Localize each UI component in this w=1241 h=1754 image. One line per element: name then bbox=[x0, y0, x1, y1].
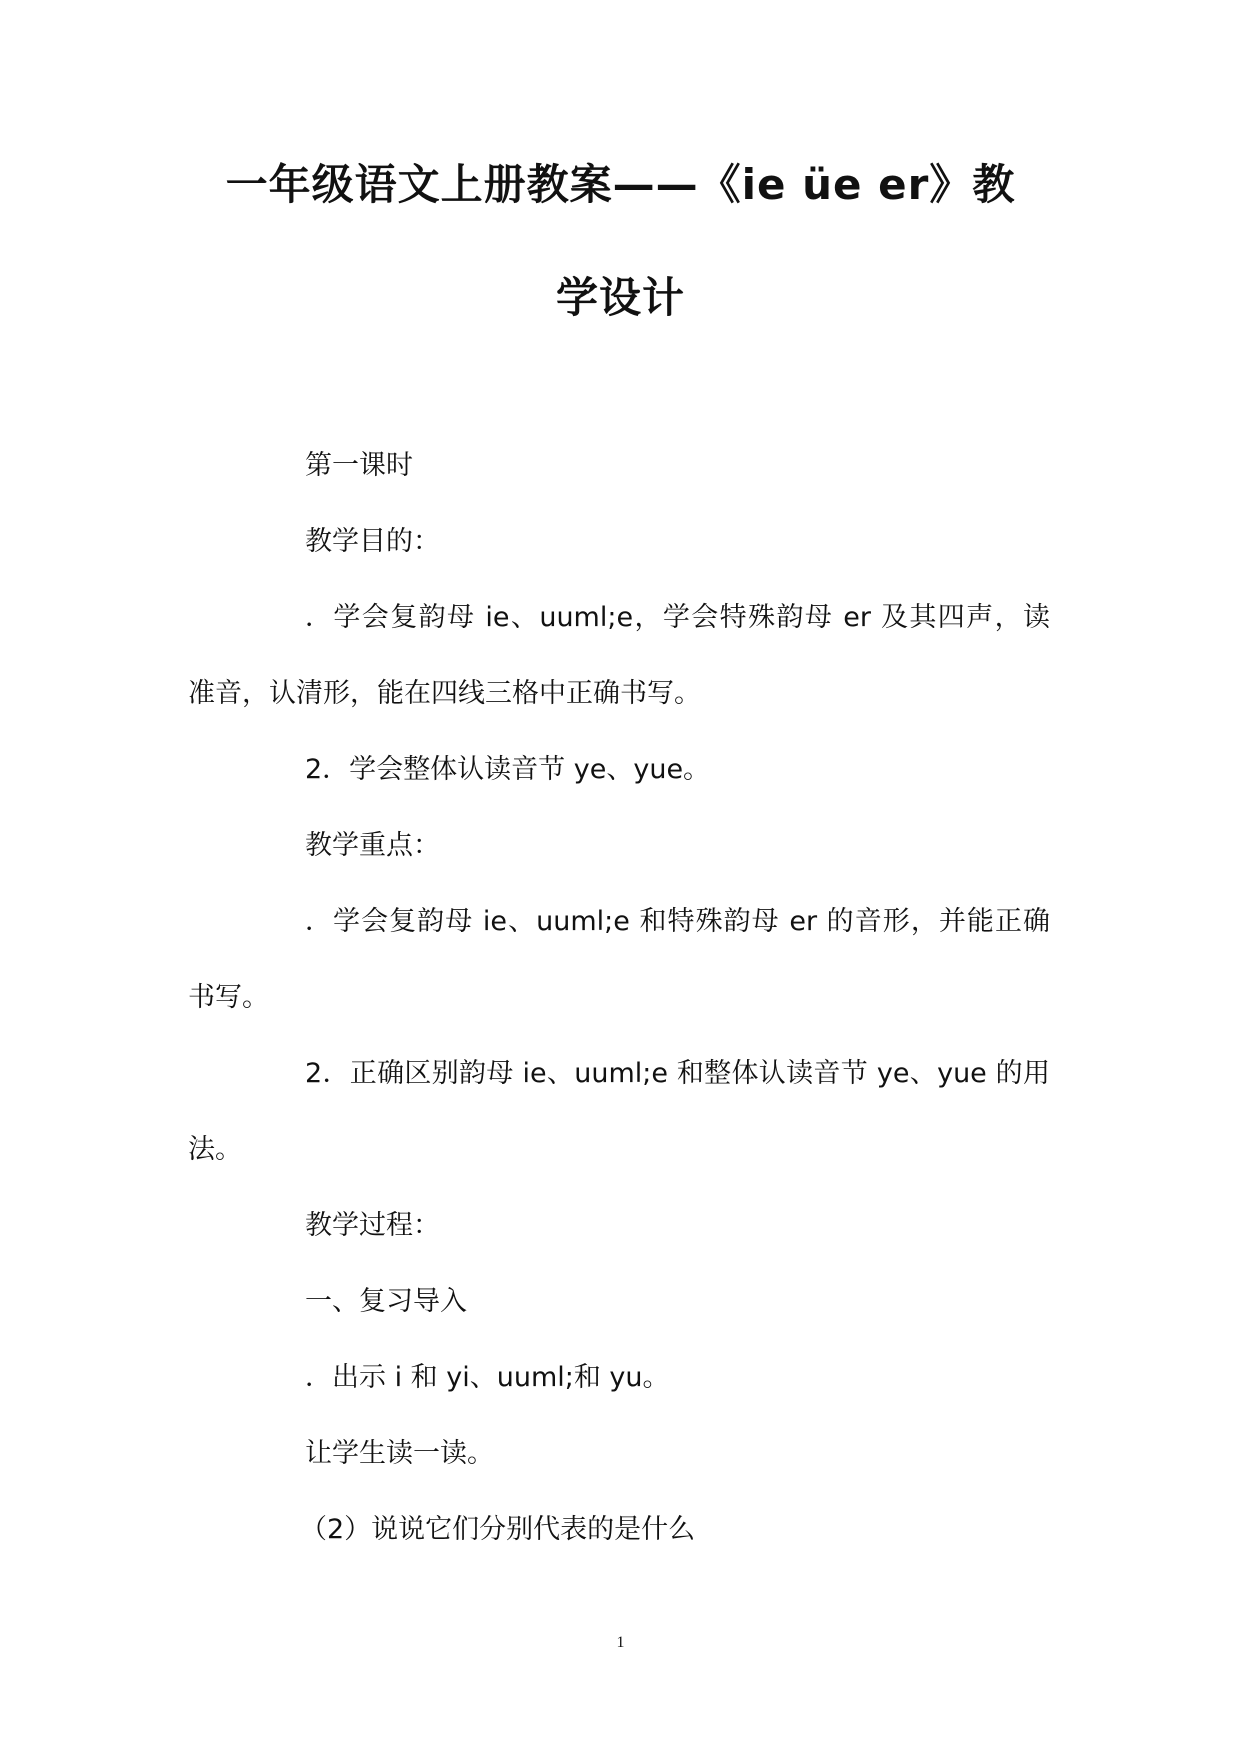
document-title-line-2: 学设计 bbox=[555, 273, 685, 322]
lesson-period-label: 第一课时 bbox=[305, 450, 413, 481]
objective-2: 2．学会整体认读音节 ye、yue。 bbox=[305, 754, 711, 785]
key-point-2-line-2: 法。 bbox=[188, 1134, 242, 1165]
objective-1-line-1-text: ．学会复韵母 ie、uuml;e，学会特殊韵母 er 及其四声，读 bbox=[305, 602, 1050, 633]
process-item-2: （2）说说它们分别代表的是什么 bbox=[300, 1514, 696, 1545]
process-step-review: 一、复习导入 bbox=[305, 1286, 467, 1317]
page-number: 1 bbox=[616, 1634, 625, 1651]
key-point-2-line-1 bbox=[305, 1056, 1050, 1092]
key-point-2-line-1-text: 2．正确区别韵母 ie、uuml;e 和整体认读音节 ye、yue 的用 bbox=[305, 1058, 1050, 1089]
section-heading-key-points: 教学重点： bbox=[305, 830, 440, 861]
key-point-1-line-2: 书写。 bbox=[188, 982, 269, 1013]
section-heading-process: 教学过程： bbox=[305, 1210, 440, 1241]
key-point-1-line-1 bbox=[305, 904, 1050, 940]
objective-1-line-2: 准音，认清形，能在四线三格中正确书写。 bbox=[188, 678, 701, 709]
document-title-line-1: 一年级语文上册教案——《ie üe er》教 bbox=[225, 160, 1016, 209]
objective-1-line-1 bbox=[305, 600, 1050, 636]
key-point-1-line-1-text: ．学会复韵母 ie、uuml;e 和特殊韵母 er 的音形，并能正确 bbox=[305, 906, 1050, 937]
process-item-read: 让学生读一读。 bbox=[305, 1438, 494, 1469]
section-heading-objectives: 教学目的： bbox=[305, 526, 440, 557]
process-item-1: ．出示 i 和 yi、uuml;和 yu。 bbox=[305, 1362, 670, 1393]
